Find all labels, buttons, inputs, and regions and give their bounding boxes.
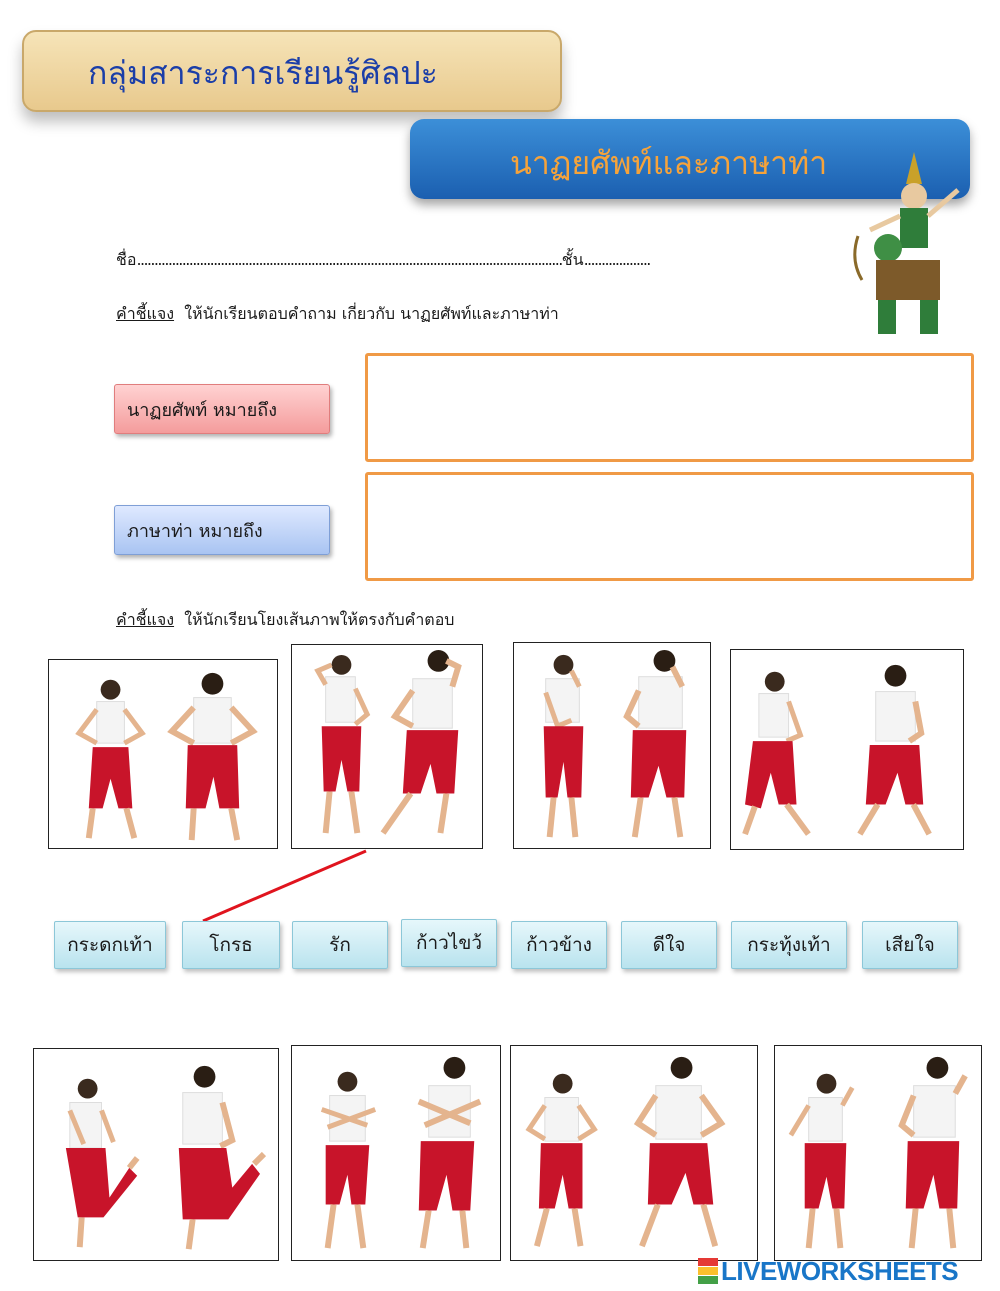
logo-text: LIVEWORKSHEETS: [721, 1256, 959, 1286]
class-field[interactable]: ...................: [583, 250, 650, 269]
dance-photo-2[interactable]: [291, 644, 483, 849]
choice-krot[interactable]: [182, 921, 280, 969]
liveworksheets-logo: [698, 1256, 958, 1287]
subject-title: กลุ่มสาระการเรียนรู้ศิลปะ: [88, 54, 438, 92]
instruction-2-label: คำชี้แจง: [116, 610, 175, 629]
name-label: ชื่อ: [116, 250, 137, 269]
instruction-2-text: ให้นักเรียนโยงเส้นภาพให้ตรงกับคำตอบ: [184, 610, 455, 629]
class-label: ชั้น: [561, 250, 584, 269]
dancer-female: [322, 1072, 375, 1248]
choice-kradok-thao[interactable]: [54, 921, 166, 969]
choice-label: กระทุ้งเท้า: [747, 934, 831, 956]
question-label-natyasap: [114, 384, 330, 434]
choice-sia-chai[interactable]: [862, 921, 958, 969]
choice-kao-khwai[interactable]: [401, 919, 497, 967]
choice-di-chai[interactable]: [621, 921, 717, 969]
dancer-male: [902, 1057, 965, 1248]
thai-dancer-illustration: [848, 150, 972, 340]
question-label-text: ภาษาท่า หมายถึง: [127, 520, 263, 542]
lesson-title: นาฏยศัพท์และภาษาท่า: [510, 144, 828, 182]
choice-kao-khang[interactable]: [511, 921, 607, 969]
dance-photo-7[interactable]: [510, 1045, 758, 1261]
question-label-text: นาฏยศัพท์ หมายถึง: [127, 399, 277, 421]
answer-box-phasatha[interactable]: [365, 472, 974, 581]
dancer-male: [860, 665, 929, 834]
live-badge-icon: [698, 1258, 718, 1284]
choice-label: รัก: [329, 934, 351, 956]
choice-label: ก้าวไขว้: [415, 932, 483, 954]
instruction-1-text: ให้นักเรียนตอบคำถาม เกี่ยวกับ นาฏยศัพท์และภาษาท่า: [184, 304, 559, 323]
name-field[interactable]: ..........................................................................................................................: [136, 250, 562, 269]
dancer-male: [179, 1066, 264, 1249]
choice-rak[interactable]: [292, 921, 388, 969]
choice-label: กระดกเท้า: [67, 934, 153, 956]
choice-label: เสียใจ: [885, 934, 935, 956]
dancer-female: [544, 655, 584, 837]
dancer-female: [79, 680, 142, 838]
dance-photo-5[interactable]: [33, 1048, 279, 1261]
answer-box-natyasap[interactable]: [365, 353, 974, 462]
choice-label: ดีใจ: [652, 934, 686, 956]
dancer-female: [745, 672, 808, 834]
dancer-male: [419, 1057, 480, 1248]
dance-photo-3[interactable]: [513, 642, 711, 849]
dance-photo-1[interactable]: [48, 659, 278, 849]
name-line: [116, 248, 650, 273]
dancer-female: [529, 1074, 594, 1246]
dancer-male: [627, 650, 686, 837]
choice-krathung-thao[interactable]: [731, 921, 847, 969]
dancer-female: [66, 1079, 137, 1247]
question-label-phasatha: [114, 505, 330, 555]
dancer-male: [383, 650, 458, 833]
match-connector-line[interactable]: [203, 851, 366, 921]
instruction-1-label: คำชี้แจง: [116, 304, 175, 323]
choice-label: โกรธ: [209, 934, 253, 956]
dancer-male: [172, 673, 253, 840]
dancer-female: [791, 1074, 852, 1248]
dance-photo-6[interactable]: [291, 1045, 501, 1261]
instruction-2: [116, 608, 454, 633]
dancer-female: [318, 655, 367, 833]
dance-photo-8[interactable]: [774, 1045, 982, 1261]
instruction-1: [116, 302, 559, 327]
dance-photo-4[interactable]: [730, 649, 964, 850]
dancer-male: [638, 1057, 721, 1246]
choice-label: ก้าวข้าง: [526, 934, 592, 956]
